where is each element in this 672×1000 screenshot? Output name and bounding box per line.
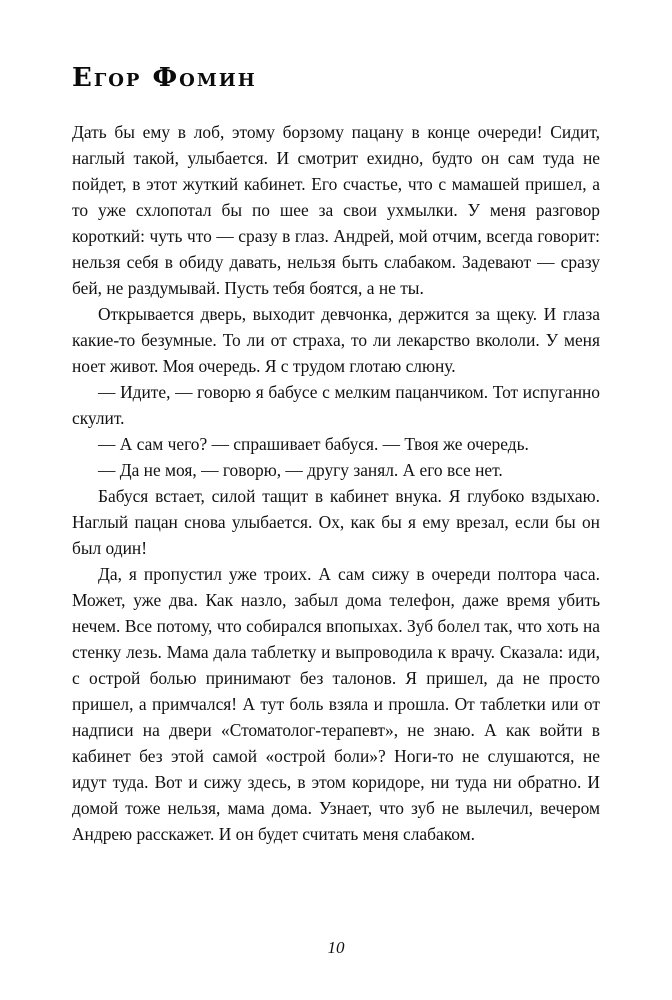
body-text [72,119,600,847]
paragraph: Бабуся встает, силой тащит в кабинет внука. Я глубоко вздыхаю. Наглый пацан снова улыбается. Ох, как бы я ему врезал, если бы он был один! [72,485,600,558]
paragraph: Да, я пропустил уже троих. А сам сижу в очереди полтора часа. Может, уже два. Как назло, забыл дома телефон, даже время убить нечем. Все потому, что собирался впопыхах. Зуб болел так, что хоть на стенку лезь. Мама дала таблетку и выпроводила к врачу. Сказала: иди, с острой болью принимают без талонов. Я пришел, да не просто пришел, а примчался! А тут боль взяла и прошла. От таблетки или от надписи на двери «Стоматолог-терапевт», не знаю. А как войти в кабинет без этой самой «острой боли»? Ноги-то не слушаются, не идут туда. Вот и сижу здесь, в этом коридоре, ни туда ни обратно. И домой тоже нельзя, мама дома. Узнает, что зуб не вылечил, вечером Андрею расскажет. И он будет считать меня слабаком. [72,563,600,845]
paragraph: — Идите, — говорю я бабусе с мелким пацанчиком. Тот испуганно скулит. [72,381,600,428]
page-content [72,64,600,847]
paragraph: — А сам чего? — спрашивает бабуся. — Твоя же очередь. [98,433,529,454]
paragraph: Дать бы ему в лоб, этому борзому пацану в конце очереди! Сидит, наглый такой, улыбается. И смотрит ехидно, будто он сам туда не пойдет, в этот жуткий кабинет. Его счастье, что с мамашей пришел, а то уже схлопотал бы по шее за свои ухмылки. У меня разговор короткий: чуть что — сразу в глаз. Андрей, мой отчим, всегда говорит: нельзя себя в обиду давать, нельзя быть слабаком. Задевают — сразу бей, не раздумывай. Пусть тебя боятся, а не ты. [72,121,600,298]
paragraph: — Да не моя, — говорю, — другу занял. А его все нет. [98,459,503,480]
page-number: 10 [327,938,345,957]
chapter-title: Егор Фомин [72,63,257,93]
paragraph: Открывается дверь, выходит девчонка, держится за щеку. И глаза какие-то безумные. То ли от страха, то ли лекарство вкололи. У меня ноет живот. Моя очередь. Я с трудом глотаю слюну. [72,303,600,376]
